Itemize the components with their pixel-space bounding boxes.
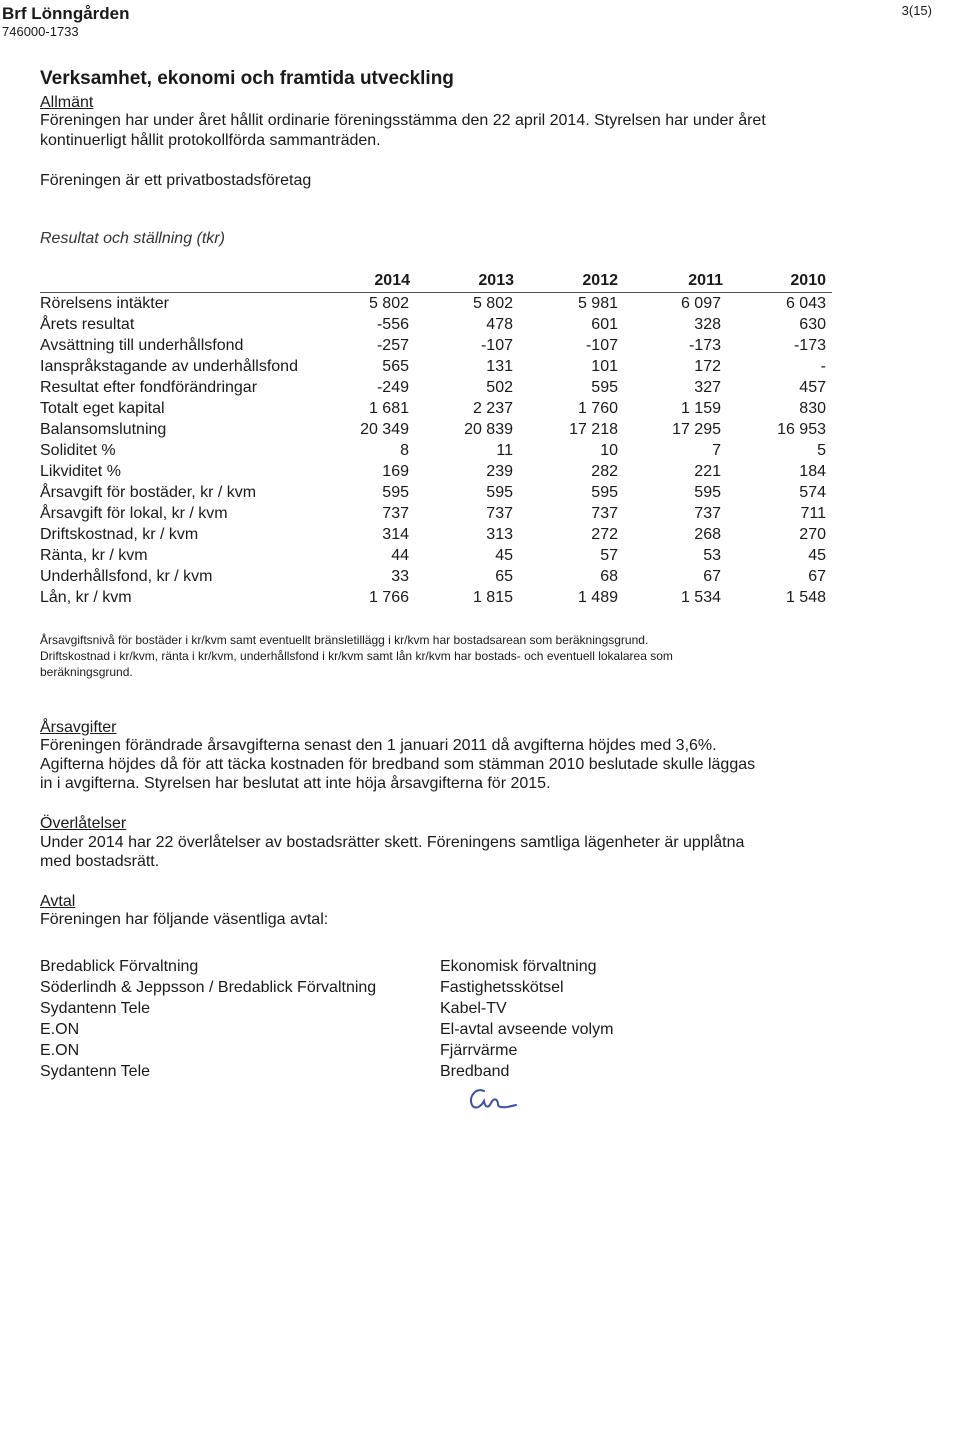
table-cell: 270 — [799, 526, 826, 543]
row-label: Lån, kr / kvm — [40, 589, 132, 606]
table-cell: -173 — [688, 337, 721, 354]
table-cell: 595 — [486, 484, 513, 501]
agreement-service: Fjärrvärme — [440, 1042, 518, 1059]
table-cell: 1 159 — [680, 400, 721, 417]
agreement-party: Söderlindh & Jeppsson / Bredablick Förvaltning — [40, 979, 377, 996]
table-note: Driftskostnad i kr/kvm, ränta i kr/kvm, underhållsfond i kr/kvm samt lån kr/kvm har bostads- och eventuell lokalarea som — [40, 649, 673, 663]
table-cell: 5 981 — [577, 295, 618, 312]
table-cell: 11 — [496, 442, 513, 459]
table-cell: 601 — [591, 316, 618, 333]
year-header: 2012 — [582, 272, 618, 289]
table-cell: 737 — [591, 505, 618, 522]
table-row — [40, 546, 832, 567]
table-cell: 595 — [694, 484, 721, 501]
table-cell: 1 815 — [472, 589, 513, 606]
table-cell: 172 — [694, 358, 721, 375]
table-note: beräkningsgrund. — [40, 665, 133, 679]
table-row — [40, 483, 832, 504]
table-cell: 272 — [591, 526, 618, 543]
table-row — [40, 399, 832, 420]
table-cell: 239 — [486, 463, 513, 480]
agreement-service: Bredband — [440, 1063, 510, 1080]
table-cell: 595 — [382, 484, 409, 501]
fees-text-line: in i avgifterna. Styrelsen har beslutat att inte höja årsavgifterna för 2015. — [40, 775, 551, 792]
table-cell: 1 681 — [368, 400, 409, 417]
table-row — [40, 504, 832, 525]
table-cell: 565 — [382, 358, 409, 375]
table-cell: 45 — [808, 547, 826, 564]
section-heading-transfers: Överlåtelser — [40, 815, 127, 832]
table-cell: 1 760 — [577, 400, 618, 417]
table-row — [40, 588, 832, 609]
table-cell: 33 — [391, 568, 409, 585]
table-cell: -249 — [376, 379, 409, 396]
org-name: Brf Lönngården — [2, 4, 130, 23]
table-row — [40, 315, 832, 336]
table-title: Resultat och ställning (tkr) — [40, 230, 225, 247]
table-cell: 595 — [591, 484, 618, 501]
table-cell: 268 — [694, 526, 721, 543]
row-label: Rörelsens intäkter — [40, 295, 169, 312]
row-label: Underhållsfond, kr / kvm — [40, 568, 213, 585]
table-cell: 457 — [799, 379, 826, 396]
table-cell: 10 — [600, 442, 618, 459]
table-cell: 45 — [495, 547, 513, 564]
table-cell: 328 — [694, 316, 721, 333]
table-row — [40, 294, 832, 315]
transfers-text-line: Under 2014 har 22 överlåtelser av bostadsrätter skett. Föreningens samtliga lägenheter är upplåtna — [40, 834, 745, 851]
table-cell: - — [820, 358, 826, 375]
table-cell: 1 766 — [368, 589, 409, 606]
table-cell: 17 218 — [569, 421, 618, 438]
table-cell: 630 — [799, 316, 826, 333]
table-cell: 737 — [486, 505, 513, 522]
table-cell: -257 — [376, 337, 409, 354]
row-label: Resultat efter fondförändringar — [40, 379, 258, 396]
row-label: Ränta, kr / kvm — [40, 547, 148, 564]
table-row — [40, 420, 832, 441]
table-cell: 478 — [486, 316, 513, 333]
table-cell: 20 839 — [464, 421, 513, 438]
table-cell: 68 — [600, 568, 618, 585]
table-cell: 184 — [799, 463, 826, 480]
agreement-service: Ekonomisk förvaltning — [440, 958, 597, 975]
transfers-text-line: med bostadsrätt. — [40, 853, 160, 870]
agreement-party: E.ON — [40, 1042, 80, 1059]
table-cell: 65 — [495, 568, 513, 585]
table-row — [40, 525, 832, 546]
row-label: Årsavgift för lokal, kr / kvm — [40, 505, 228, 522]
row-label: Totalt eget kapital — [40, 400, 165, 417]
table-row — [40, 357, 832, 378]
table-cell: 1 534 — [680, 589, 721, 606]
table-cell: 6 043 — [785, 295, 826, 312]
org-number: 746000-1733 — [2, 24, 79, 39]
agreement-party: Sydantenn Tele — [40, 1063, 151, 1080]
table-cell: 830 — [799, 400, 826, 417]
table-row — [40, 567, 832, 588]
row-label: Likviditet % — [40, 463, 121, 480]
table-cell: 327 — [694, 379, 721, 396]
table-cell: 221 — [694, 463, 721, 480]
header-rule — [40, 292, 832, 293]
agreement-services — [440, 956, 613, 1082]
table-cell: 16 953 — [777, 421, 826, 438]
table-row — [40, 441, 832, 462]
agreements-intro: Föreningen har följande väsentliga avtal: — [40, 911, 329, 928]
table-cell: 282 — [591, 463, 618, 480]
fees-text-line: Agifterna höjdes då för att täcka kostnaden för bredband som stämman 2010 beslutade skulle läggas — [40, 756, 756, 773]
table-cell: 57 — [600, 547, 618, 564]
year-header: 2013 — [478, 272, 514, 289]
row-label: Årsavgift för bostäder, kr / kvm — [40, 484, 257, 501]
section-heading-fees: Årsavgifter — [40, 719, 117, 736]
page-title: Verksamhet, ekonomi och framtida utveckling — [40, 68, 454, 89]
table-cell: 67 — [703, 568, 721, 585]
table-cell: 314 — [382, 526, 409, 543]
table-cell: 17 295 — [672, 421, 721, 438]
agreement-service: El-avtal avseende volym — [440, 1021, 614, 1038]
row-label: Avsättning till underhållsfond — [40, 337, 244, 354]
row-label: Balansomslutning — [40, 421, 167, 438]
table-cell: 5 802 — [368, 295, 409, 312]
agreement-service: Kabel-TV — [440, 1000, 507, 1017]
table-cell: 53 — [703, 547, 721, 564]
table-cell: 5 802 — [472, 295, 513, 312]
table-cell: 1 489 — [577, 589, 618, 606]
general-text-line: kontinuerligt hållit protokollförda sammanträden. — [40, 132, 381, 149]
table-cell: 574 — [799, 484, 826, 501]
table-cell: 44 — [391, 547, 409, 564]
row-label: Driftskostnad, kr / kvm — [40, 526, 199, 543]
table-cell: 737 — [382, 505, 409, 522]
table-cell: 20 349 — [360, 421, 409, 438]
table-row — [40, 336, 832, 357]
table-cell: 67 — [808, 568, 826, 585]
table-cell: -556 — [376, 316, 409, 333]
row-label: Ianspråkstagande av underhållsfond — [40, 358, 298, 375]
page-number: 3(15) — [901, 3, 932, 18]
table-cell: 5 — [817, 442, 826, 459]
year-header: 2011 — [688, 272, 723, 289]
section-heading-agreements: Avtal — [40, 893, 76, 910]
section-heading-general: Allmänt — [40, 94, 94, 111]
table-header-row — [40, 272, 832, 294]
row-label: Soliditet % — [40, 442, 116, 459]
fees-text-line: Föreningen förändrade årsavgifterna senast den 1 januari 2011 då avgifterna höjdes med 3,6%. — [40, 737, 717, 754]
table-cell: -107 — [585, 337, 618, 354]
table-cell: 1 548 — [785, 589, 826, 606]
agreement-party: E.ON — [40, 1021, 80, 1038]
table-cell: 737 — [694, 505, 721, 522]
signature-initials — [464, 1083, 524, 1113]
table-cell: 131 — [486, 358, 513, 375]
table-cell: 595 — [591, 379, 618, 396]
table-cell: 7 — [712, 442, 721, 459]
table-cell: 502 — [486, 379, 513, 396]
year-header: 2014 — [374, 272, 410, 289]
table-row — [40, 462, 832, 483]
agreement-parties — [40, 956, 376, 1082]
table-cell: 711 — [800, 505, 826, 522]
table-cell: 8 — [400, 442, 409, 459]
table-cell: -107 — [480, 337, 513, 354]
agreement-party: Bredablick Förvaltning — [40, 958, 199, 975]
table-cell: -173 — [793, 337, 826, 354]
table-cell: 313 — [486, 526, 513, 543]
general-text-line: Föreningen har under året hållit ordinarie föreningsstämma den 22 april 2014. Styrelsen har under året — [40, 112, 766, 129]
table-note: Årsavgiftsnivå för bostäder i kr/kvm samt eventuellt bränsletillägg i kr/kvm har bostadsarean som beräkningsgrund. — [40, 633, 649, 647]
row-label: Årets resultat — [40, 316, 135, 333]
table-cell: 101 — [591, 358, 618, 375]
results-table — [40, 272, 832, 609]
table-cell: 2 237 — [472, 400, 513, 417]
table-cell: 6 097 — [680, 295, 721, 312]
table-row — [40, 378, 832, 399]
agreement-service: Fastighetsskötsel — [440, 979, 564, 996]
table-cell: 169 — [382, 463, 409, 480]
year-header: 2010 — [790, 272, 826, 289]
agreement-party: Sydantenn Tele — [40, 1000, 151, 1017]
general-text-line: Föreningen är ett privatbostadsföretag — [40, 172, 312, 189]
